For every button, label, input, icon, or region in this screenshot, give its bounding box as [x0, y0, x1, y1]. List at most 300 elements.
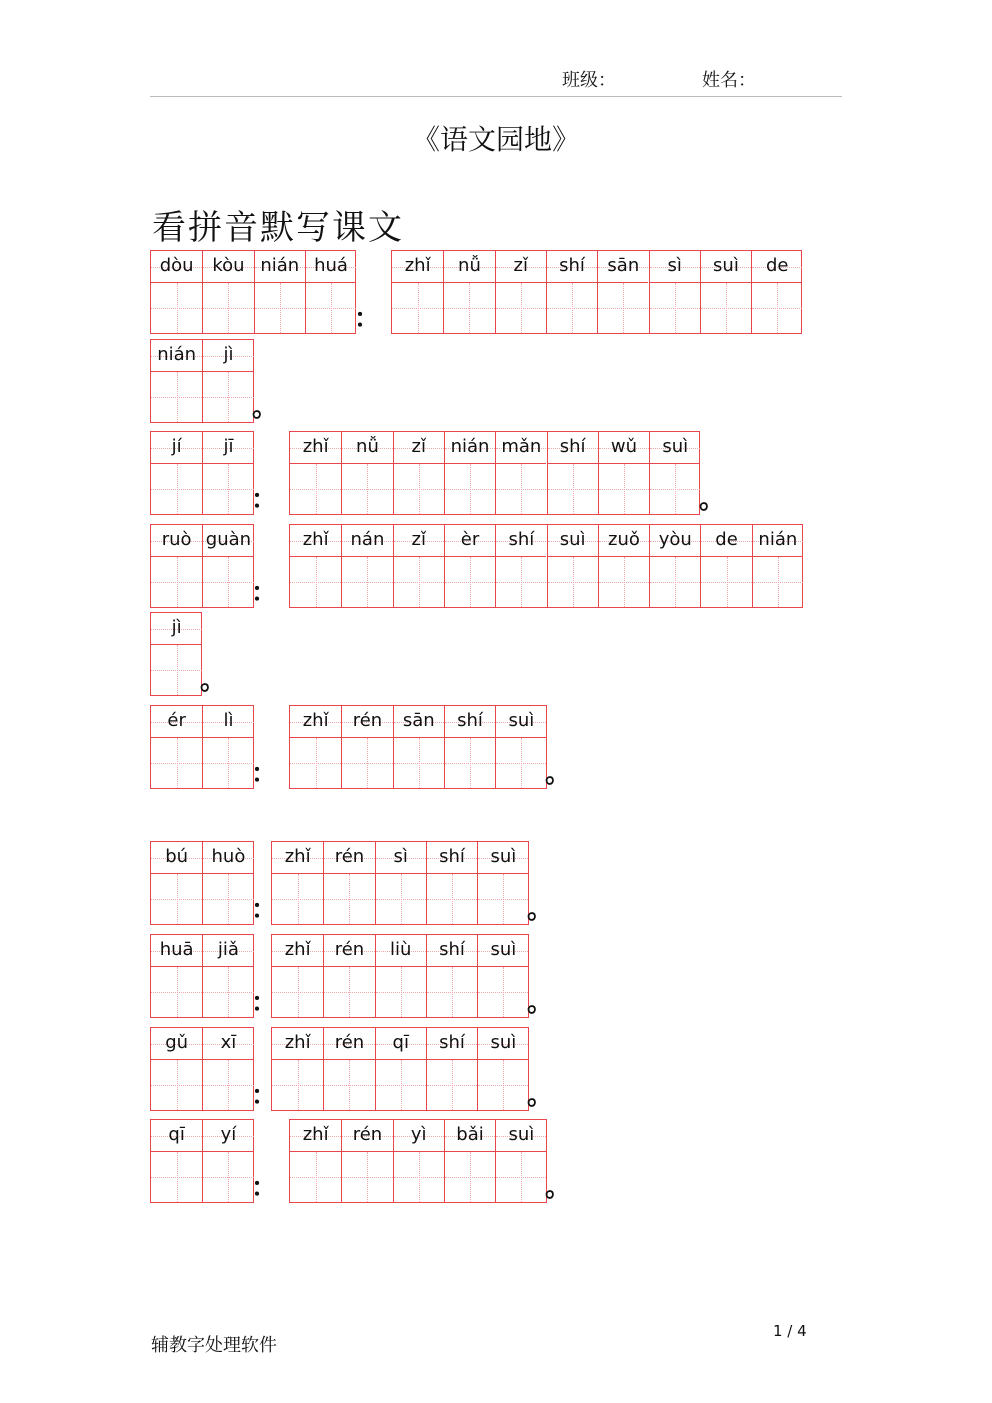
pinyin-label	[445, 525, 495, 557]
writing-square	[394, 738, 444, 788]
char-cell[interactable]	[341, 1120, 392, 1202]
char-cell[interactable]	[151, 525, 202, 607]
pinyin-label	[650, 525, 700, 557]
char-cell[interactable]	[375, 935, 426, 1017]
char-cell[interactable]	[546, 251, 597, 333]
char-cell[interactable]	[547, 432, 598, 514]
tianzige-box	[150, 524, 254, 608]
pinyin-text: suì	[490, 939, 517, 960]
writing-square	[290, 738, 341, 788]
char-cell[interactable]	[392, 251, 443, 333]
pinyin-text: nián	[260, 255, 300, 276]
pinyin-label	[599, 432, 649, 464]
writing-square	[151, 738, 202, 788]
pinyin-text: zǐ	[411, 436, 426, 457]
pinyin-text: suì	[713, 255, 739, 276]
pinyin-text: qī	[168, 1124, 185, 1145]
writing-square	[203, 967, 253, 1017]
writing-square	[290, 557, 341, 607]
pinyin-label	[151, 525, 202, 557]
pinyin-label	[548, 432, 598, 464]
colon-mark: ：	[251, 1081, 278, 1111]
pinyin-text: zhǐ	[284, 846, 311, 867]
pinyin-text: zhǐ	[404, 255, 431, 276]
writing-square	[496, 738, 546, 788]
char-cell[interactable]	[477, 935, 528, 1017]
writing-square	[342, 738, 392, 788]
pinyin-text: huā	[159, 939, 194, 960]
pinyin-text: suì	[490, 846, 517, 867]
pinyin-label	[290, 432, 341, 464]
pinyin-label	[547, 251, 597, 283]
writing-square	[151, 1060, 202, 1110]
writing-square	[203, 738, 253, 788]
pinyin-label	[394, 706, 444, 738]
pinyin-label	[701, 251, 751, 283]
pinyin-text: ruò	[161, 529, 192, 550]
pinyin-label	[203, 842, 253, 874]
tianzige-box	[271, 841, 529, 925]
writing-square	[478, 967, 528, 1017]
writing-square	[324, 967, 374, 1017]
char-cell[interactable]	[495, 525, 546, 607]
colon-mark: ：	[251, 485, 278, 515]
writing-square	[445, 738, 495, 788]
pinyin-label	[445, 1120, 495, 1152]
writing-square	[151, 372, 202, 422]
pinyin-text: zhǐ	[302, 1124, 329, 1145]
writing-square	[376, 1060, 426, 1110]
tianzige-box	[150, 339, 254, 423]
pinyin-text: bǎi	[456, 1124, 484, 1145]
pinyin-label	[203, 1120, 253, 1152]
pinyin-label	[255, 251, 305, 283]
pinyin-label	[203, 935, 253, 967]
char-cell[interactable]	[443, 251, 494, 333]
pinyin-text: rén	[334, 846, 365, 867]
pinyin-label	[650, 432, 700, 464]
char-cell[interactable]	[272, 935, 323, 1017]
pinyin-label	[151, 251, 202, 283]
writing-square	[342, 464, 392, 514]
page-title: 《语文园地》	[411, 123, 580, 156]
writing-square	[445, 557, 495, 607]
char-cell[interactable]	[202, 432, 253, 514]
period-mark: 。	[252, 393, 279, 423]
writing-square	[376, 967, 426, 1017]
writing-square	[445, 464, 495, 514]
char-cell[interactable]	[202, 935, 253, 1017]
pinyin-text: nián	[758, 529, 798, 550]
writing-square	[650, 283, 700, 333]
char-cell[interactable]	[202, 340, 253, 422]
pinyin-text: mǎn	[501, 436, 542, 457]
pinyin-text: lì	[223, 710, 234, 731]
char-cell[interactable]	[444, 525, 495, 607]
char-cell[interactable]	[598, 525, 649, 607]
char-cell[interactable]	[290, 706, 341, 788]
pinyin-label	[203, 706, 253, 738]
pinyin-text: rén	[334, 1032, 365, 1053]
pinyin-text: de	[715, 529, 738, 550]
pinyin-label	[151, 1120, 202, 1152]
writing-square	[598, 283, 648, 333]
pinyin-label	[496, 525, 546, 557]
char-cell[interactable]	[393, 706, 444, 788]
pinyin-label	[753, 525, 803, 557]
char-cell[interactable]	[254, 251, 305, 333]
pinyin-label	[306, 251, 356, 283]
pinyin-text: shí	[559, 436, 586, 457]
pinyin-label	[394, 432, 444, 464]
period-mark: 。	[527, 988, 554, 1018]
pinyin-text: qī	[392, 1032, 409, 1053]
pinyin-label	[151, 842, 202, 874]
page-number: 1 / 4	[773, 1322, 807, 1340]
writing-square	[394, 1152, 444, 1202]
class-label: 班级：	[562, 70, 616, 91]
writing-square	[151, 874, 202, 924]
char-cell[interactable]	[151, 842, 202, 924]
pinyin-text: jiǎ	[217, 939, 239, 960]
pinyin-text: liù	[390, 939, 412, 960]
writing-square	[445, 1152, 495, 1202]
period-mark: 。	[527, 895, 554, 925]
pinyin-text: nián	[157, 344, 197, 365]
char-cell[interactable]	[597, 251, 648, 333]
char-cell[interactable]	[202, 706, 253, 788]
pinyin-text: rén	[352, 1124, 383, 1145]
pinyin-text: jí	[171, 436, 182, 457]
pinyin-text: suì	[508, 710, 535, 731]
pinyin-label	[151, 1028, 202, 1060]
char-cell[interactable]	[151, 432, 202, 514]
writing-square	[548, 464, 598, 514]
writing-square	[151, 283, 202, 333]
char-cell[interactable]	[547, 525, 598, 607]
footer-software: 辅教字处理软件	[151, 1335, 277, 1356]
pinyin-label	[290, 1120, 341, 1152]
writing-square	[203, 464, 253, 514]
char-cell[interactable]	[290, 1120, 341, 1202]
pinyin-label	[342, 1120, 392, 1152]
writing-square	[444, 283, 494, 333]
tianzige-box	[289, 705, 547, 789]
writing-square	[650, 464, 700, 514]
char-cell[interactable]	[426, 842, 477, 924]
colon-mark: ：	[251, 988, 278, 1018]
char-cell[interactable]	[495, 706, 546, 788]
writing-square	[496, 464, 546, 514]
pinyin-text: zuǒ	[608, 529, 640, 550]
pinyin-label	[445, 432, 495, 464]
writing-square	[203, 874, 253, 924]
char-cell[interactable]	[393, 1120, 444, 1202]
pinyin-label	[392, 251, 443, 283]
tianzige-box	[289, 431, 700, 515]
pinyin-text: nǚ	[356, 436, 379, 457]
pinyin-text: kòu	[212, 255, 245, 276]
pinyin-label	[478, 935, 528, 967]
tianzige-box	[289, 524, 803, 608]
writing-square	[203, 372, 253, 422]
pinyin-text: suì	[490, 1032, 517, 1053]
char-cell[interactable]	[202, 842, 253, 924]
char-cell[interactable]	[375, 842, 426, 924]
pinyin-label	[203, 340, 253, 372]
pinyin-label	[598, 251, 648, 283]
writing-square	[548, 557, 598, 607]
pinyin-label	[376, 935, 426, 967]
char-cell[interactable]	[202, 251, 253, 333]
pinyin-text: yòu	[658, 529, 692, 550]
writing-square	[203, 1060, 253, 1110]
period-mark: 。	[200, 666, 227, 696]
pinyin-text: sì	[393, 846, 408, 867]
tianzige-box	[150, 841, 254, 925]
pinyin-label	[701, 525, 751, 557]
pinyin-label	[203, 1028, 253, 1060]
pinyin-label	[342, 706, 392, 738]
char-cell[interactable]	[426, 935, 477, 1017]
char-cell[interactable]	[151, 706, 202, 788]
writing-square	[701, 283, 751, 333]
writing-square	[324, 874, 374, 924]
writing-square	[427, 874, 477, 924]
char-cell[interactable]	[393, 525, 444, 607]
writing-square	[496, 557, 546, 607]
period-mark: 。	[527, 1081, 554, 1111]
char-cell[interactable]	[151, 251, 202, 333]
pinyin-label	[203, 432, 253, 464]
pinyin-text: èr	[460, 529, 480, 550]
pinyin-text: zǐ	[513, 255, 528, 276]
pinyin-text: jī	[223, 436, 234, 457]
name-label: 姓名：	[702, 70, 756, 91]
pinyin-label	[478, 1028, 528, 1060]
writing-square	[394, 464, 444, 514]
char-cell[interactable]	[323, 935, 374, 1017]
pinyin-text: shí	[439, 1032, 465, 1053]
pinyin-label	[445, 706, 495, 738]
pinyin-label	[496, 251, 546, 283]
header-rule	[150, 96, 842, 97]
pinyin-label	[324, 935, 374, 967]
pinyin-text: yì	[410, 1124, 427, 1145]
pinyin-label	[599, 525, 649, 557]
writing-square	[151, 464, 202, 514]
char-cell[interactable]	[751, 251, 802, 333]
writing-square	[496, 1152, 546, 1202]
pinyin-text: zhǐ	[302, 529, 329, 550]
char-cell[interactable]	[495, 251, 546, 333]
pinyin-text: suì	[508, 1124, 535, 1145]
char-cell[interactable]	[752, 525, 803, 607]
char-cell[interactable]	[444, 706, 495, 788]
char-cell[interactable]	[426, 1028, 477, 1110]
pinyin-label	[342, 525, 392, 557]
writing-square	[203, 557, 253, 607]
char-cell[interactable]	[444, 1120, 495, 1202]
pinyin-label	[548, 525, 598, 557]
pinyin-label	[376, 842, 426, 874]
pinyin-label	[496, 432, 546, 464]
pinyin-text: bú	[165, 846, 189, 867]
char-cell[interactable]	[202, 525, 253, 607]
char-cell[interactable]	[649, 432, 700, 514]
pinyin-label	[496, 1120, 546, 1152]
pinyin-label	[151, 706, 202, 738]
pinyin-label	[203, 251, 253, 283]
writing-square	[701, 557, 751, 607]
char-cell[interactable]	[341, 525, 392, 607]
char-cell[interactable]	[272, 1028, 323, 1110]
pinyin-text: shí	[457, 710, 483, 731]
writing-square	[290, 1152, 341, 1202]
char-cell[interactable]	[393, 432, 444, 514]
pinyin-label	[272, 1028, 323, 1060]
pinyin-label	[650, 251, 700, 283]
tianzige-box	[150, 1027, 254, 1111]
pinyin-label	[151, 613, 202, 645]
tianzige-box	[150, 705, 254, 789]
pinyin-label	[394, 525, 444, 557]
char-cell[interactable]	[495, 1120, 546, 1202]
pinyin-text: zhǐ	[302, 710, 329, 731]
writing-square	[392, 283, 443, 333]
pinyin-label	[324, 1028, 374, 1060]
writing-square	[342, 557, 392, 607]
pinyin-label	[151, 935, 202, 967]
pinyin-label	[427, 842, 477, 874]
tianzige-box	[391, 250, 802, 334]
pinyin-label	[342, 432, 392, 464]
pinyin-text: rén	[352, 710, 383, 731]
writing-square	[753, 557, 803, 607]
char-cell[interactable]	[598, 432, 649, 514]
char-cell[interactable]	[305, 251, 356, 333]
char-cell[interactable]	[202, 1028, 253, 1110]
writing-square	[599, 464, 649, 514]
pinyin-text: zǐ	[411, 529, 426, 550]
writing-square	[427, 1060, 477, 1110]
char-cell[interactable]	[477, 842, 528, 924]
char-cell[interactable]	[151, 1120, 202, 1202]
pinyin-label	[427, 935, 477, 967]
pinyin-text: shí	[559, 255, 585, 276]
pinyin-text: xī	[220, 1032, 237, 1053]
char-cell[interactable]	[151, 935, 202, 1017]
pinyin-text: shí	[508, 529, 535, 550]
writing-square	[394, 557, 444, 607]
writing-square	[290, 464, 341, 514]
writing-square	[342, 1152, 392, 1202]
char-cell[interactable]	[290, 432, 341, 514]
pinyin-label	[752, 251, 802, 283]
writing-square	[376, 874, 426, 924]
pinyin-text: nǚ	[458, 255, 481, 276]
char-cell[interactable]	[444, 432, 495, 514]
pinyin-text: rén	[334, 939, 365, 960]
char-cell[interactable]	[290, 525, 341, 607]
pinyin-text: sān	[607, 255, 640, 276]
pinyin-text: sì	[667, 255, 682, 276]
pinyin-text: gǔ	[165, 1032, 189, 1053]
char-cell[interactable]	[341, 432, 392, 514]
writing-square	[151, 967, 202, 1017]
pinyin-text: zhǐ	[284, 1032, 311, 1053]
writing-square	[151, 557, 202, 607]
writing-square	[547, 283, 597, 333]
writing-square	[752, 283, 802, 333]
pinyin-label	[478, 842, 528, 874]
pinyin-label	[427, 1028, 477, 1060]
char-cell[interactable]	[477, 1028, 528, 1110]
pinyin-text: guàn	[205, 529, 252, 550]
pinyin-text: yí	[220, 1124, 237, 1145]
pinyin-text: suì	[662, 436, 689, 457]
colon-mark: ：	[251, 895, 278, 925]
pinyin-text: zhǐ	[284, 939, 311, 960]
char-cell[interactable]	[649, 251, 700, 333]
char-cell[interactable]	[341, 706, 392, 788]
pinyin-text: huá	[314, 255, 348, 276]
char-cell[interactable]	[202, 1120, 253, 1202]
char-cell[interactable]	[272, 842, 323, 924]
char-cell[interactable]	[495, 432, 546, 514]
section-title: 看拼音默写课文	[152, 208, 404, 248]
writing-square	[272, 1060, 323, 1110]
writing-square	[203, 1152, 253, 1202]
char-cell[interactable]	[151, 613, 202, 695]
tianzige-box	[271, 934, 529, 1018]
period-mark: 。	[545, 759, 572, 789]
writing-square	[151, 645, 202, 695]
char-cell[interactable]	[700, 525, 751, 607]
pinyin-label	[151, 432, 202, 464]
char-cell[interactable]	[323, 842, 374, 924]
pinyin-text: jì	[171, 617, 182, 638]
writing-square	[478, 874, 528, 924]
char-cell[interactable]	[151, 340, 202, 422]
tianzige-box	[289, 1119, 547, 1203]
tianzige-box	[150, 934, 254, 1018]
pinyin-text: ér	[167, 710, 186, 731]
colon-mark: ：	[251, 1173, 278, 1203]
writing-square	[478, 1060, 528, 1110]
pinyin-text: nán	[350, 529, 385, 550]
pinyin-label	[203, 525, 253, 557]
writing-square	[599, 557, 649, 607]
pinyin-label	[290, 525, 341, 557]
tianzige-box	[150, 250, 356, 334]
pinyin-label	[394, 1120, 444, 1152]
char-cell[interactable]	[700, 251, 751, 333]
char-cell[interactable]	[375, 1028, 426, 1110]
colon-mark: ：	[251, 578, 278, 608]
writing-square	[151, 1152, 202, 1202]
tianzige-box	[150, 1119, 254, 1203]
char-cell[interactable]	[649, 525, 700, 607]
char-cell[interactable]	[323, 1028, 374, 1110]
period-mark: 。	[699, 485, 726, 515]
tianzige-box	[150, 612, 202, 696]
pinyin-label	[324, 842, 374, 874]
char-cell[interactable]	[151, 1028, 202, 1110]
pinyin-text: de	[765, 255, 789, 276]
pinyin-label	[496, 706, 546, 738]
pinyin-label	[151, 340, 202, 372]
